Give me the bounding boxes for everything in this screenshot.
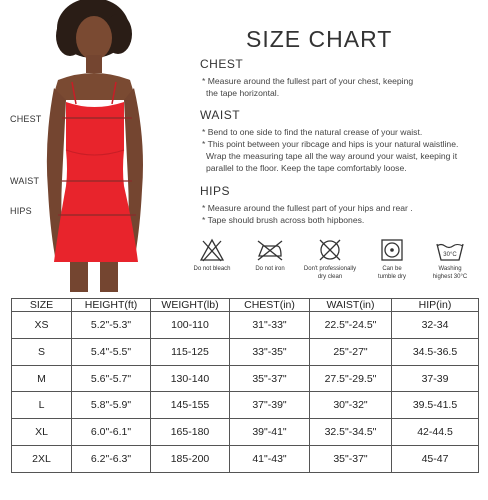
table-header-row [12,299,479,312]
table-cell: 2XL [12,446,72,473]
table-cell: L [12,392,72,419]
waist-label: WAIST [10,176,40,186]
table-cell: 25"-27" [310,338,392,365]
table-cell: 31"-33" [230,312,310,339]
table-cell: 100-110 [151,312,230,339]
table-cell: 130-140 [151,365,230,392]
table-row [12,392,479,419]
table-cell: 145-155 [151,392,230,419]
do-not-bleach-icon [199,238,225,262]
table-cell: 32.5"-34.5" [310,419,392,446]
table-cell: 5.4"-5.5" [72,338,151,365]
waist-heading: WAIST [200,108,241,122]
care-label: Washing [438,266,462,272]
table-row [12,365,479,392]
table-row [12,312,479,339]
care-item [362,238,422,281]
hips-heading: HIPS [200,184,231,198]
table-cell: 39.5-41.5 [392,392,479,419]
care-label: Don't professionally [303,266,357,272]
table-cell: 37"-39" [230,392,310,419]
table-cell: 45-47 [392,446,479,473]
header-height: HEIGHT(ft) [72,299,151,312]
care-item [182,238,242,274]
table-cell: 37-39 [392,365,479,392]
care-label: Can be [382,266,402,272]
care-label: Do not iron [255,266,285,272]
table-cell: 30"-32" [310,392,392,419]
table-row [12,419,479,446]
table-cell: S [12,338,72,365]
table-cell: 22.5"-24.5" [310,312,392,339]
tumble-dry-icon [380,238,404,262]
table-cell: 5.6"-5.7" [72,365,151,392]
table-cell: 115-125 [151,338,230,365]
table-row [12,338,479,365]
waist-instruction: * Bend to one side to find the natural crease of your waist. [202,127,423,137]
table-cell: XL [12,419,72,446]
header-waist: WAIST(in) [310,299,392,312]
care-label: dry clean [317,273,343,280]
table-cell: XS [12,312,72,339]
table-cell: 5.2"-5.3" [72,312,151,339]
chest-heading: CHEST [200,57,244,71]
table-cell: 42-44.5 [392,419,479,446]
wash-30-icon [435,238,465,262]
chest-instruction: * Measure around the fullest part of your chest, keeping [202,76,414,86]
page-title: SIZE CHART [246,26,393,52]
table-cell: 32-34 [392,312,479,339]
table-row [12,446,479,473]
table-cell: 6.0"-6.1" [72,419,151,446]
care-label: Do not bleach [193,266,231,272]
chest-instruction: the tape horizontal. [206,88,280,98]
do-not-iron-icon [255,238,285,262]
table-cell: M [12,365,72,392]
wash-temp-badge: 30°C [443,252,457,258]
care-label: tumble dry [377,273,406,280]
table-cell: 165-180 [151,419,230,446]
hips-instruction: * Measure around the fullest part of your hips and rear . [202,203,413,213]
chest-label: CHEST [10,114,42,124]
waist-instruction: Wrap the measuring tape all the way around your waist, keeping it [206,151,458,161]
care-item [240,238,300,274]
header-hip: HIP(in) [392,299,479,312]
table-cell: 35"-37" [230,365,310,392]
table-cell: 35"-37" [310,446,392,473]
table-cell: 185-200 [151,446,230,473]
care-item [300,238,360,281]
table-cell: 39"-41" [230,419,310,446]
care-item [420,238,480,281]
table-cell: 5.8"-5.9" [72,392,151,419]
product-photo [0,0,200,292]
table-cell: 41"-43" [230,446,310,473]
table-cell: 33"-35" [230,338,310,365]
table-cell: 27.5"-29.5" [310,365,392,392]
table-cell: 34.5-36.5 [392,338,479,365]
care-label: highest 30°C [432,273,468,280]
hips-instruction: * Tape should brush across both hipbones. [202,215,365,225]
header-weight: WEIGHT(lb) [151,299,230,312]
table-cell: 6.2"-6.3" [72,446,151,473]
header-size: SIZE [12,299,72,312]
model-in-dress-illustration [0,0,200,292]
do-not-dry-clean-icon [317,238,343,262]
size-table [11,298,479,473]
waist-instruction: parallel to the floor. Keep the tape comfortably loose. [206,163,407,173]
hips-label: HIPS [10,206,32,216]
waist-instruction: * This point between your ribcage and hips is your natural waistline. [202,139,459,149]
header-chest: CHEST(in) [230,299,310,312]
